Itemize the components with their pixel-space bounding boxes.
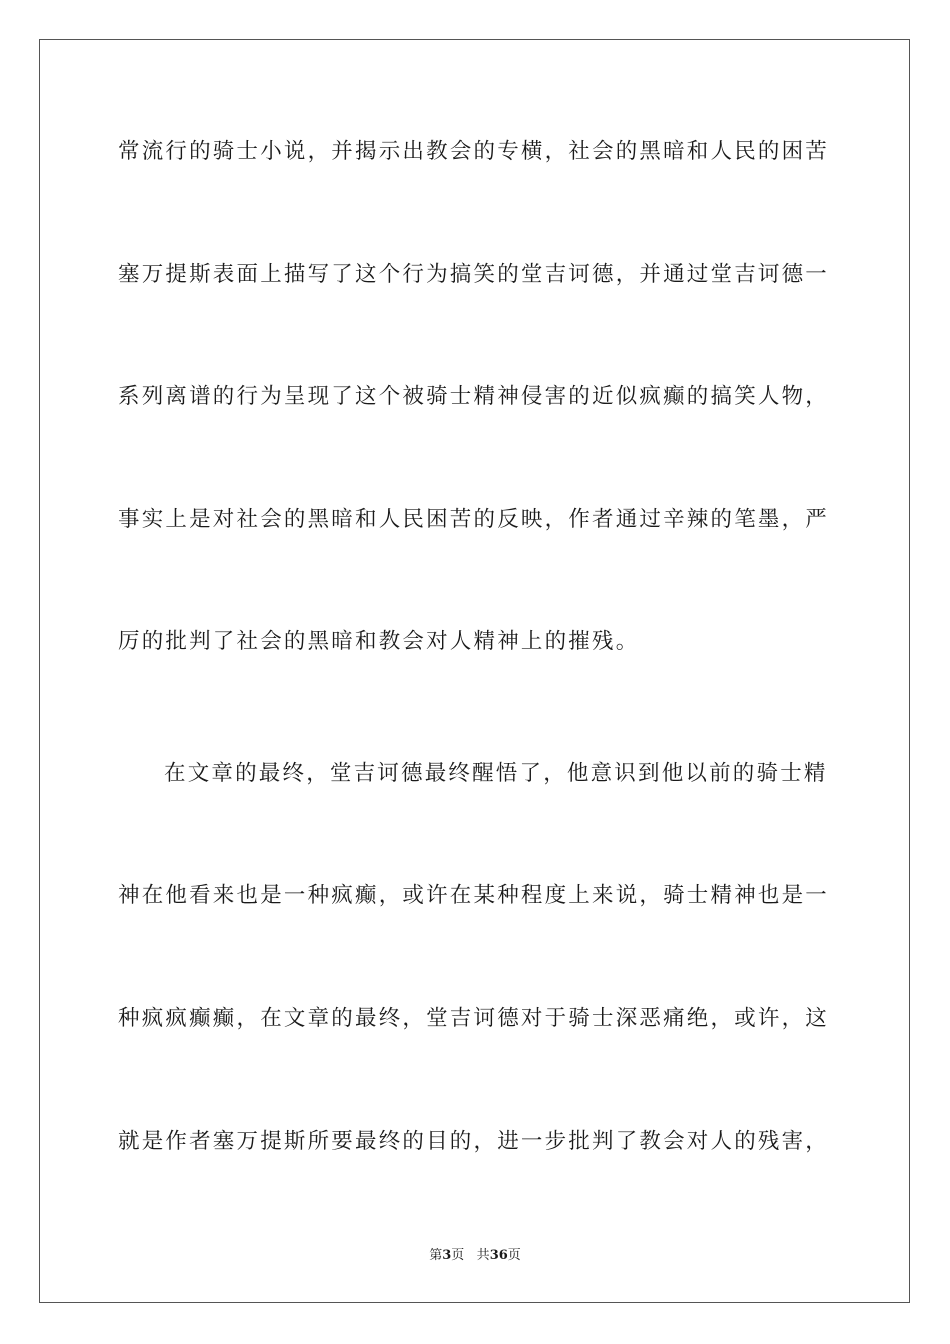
paragraph-first-line: 在文章的最终，堂吉诃德最终醒悟了，他意识到他以前的骑士精	[164, 761, 828, 786]
body-text-line: 厉的批判了社会的黑暗和教会对人精神上的摧残。	[118, 629, 640, 654]
body-text-line: 事实上是对社会的黑暗和人民困苦的反映，作者通过辛辣的笔墨，严	[118, 507, 830, 532]
body-text-line: 种疯疯癫癫，在文章的最终，堂吉诃德对于骑士深恶痛绝，或许，这	[118, 1006, 830, 1031]
body-text-line: 系列离谱的行为呈现了这个被骑士精神侵害的近似疯癫的搞笑人物，	[118, 384, 830, 409]
total-pages: 36	[489, 1248, 508, 1263]
body-text-line: 就是作者塞万提斯所要最终的目的，进一步批判了教会对人的残害，	[118, 1129, 830, 1154]
page-suffix: 页	[451, 1248, 465, 1263]
body-text-line: 常流行的骑士小说，并揭示出教会的专横，社会的黑暗和人民的困苦	[118, 139, 830, 164]
page-footer	[0, 1246, 950, 1266]
body-text-line: 神在他看来也是一种疯癫，或许在某种程度上来说，骑士精神也是一	[118, 883, 830, 908]
page-prefix: 第	[429, 1248, 443, 1263]
total-suffix: 页	[507, 1248, 521, 1263]
page-number: 3	[442, 1248, 452, 1263]
page-border	[39, 39, 910, 1303]
body-text-line: 塞万提斯表面上描写了这个行为搞笑的堂吉诃德，并通过堂吉诃德一	[118, 262, 830, 287]
total-prefix: 共	[476, 1248, 490, 1263]
